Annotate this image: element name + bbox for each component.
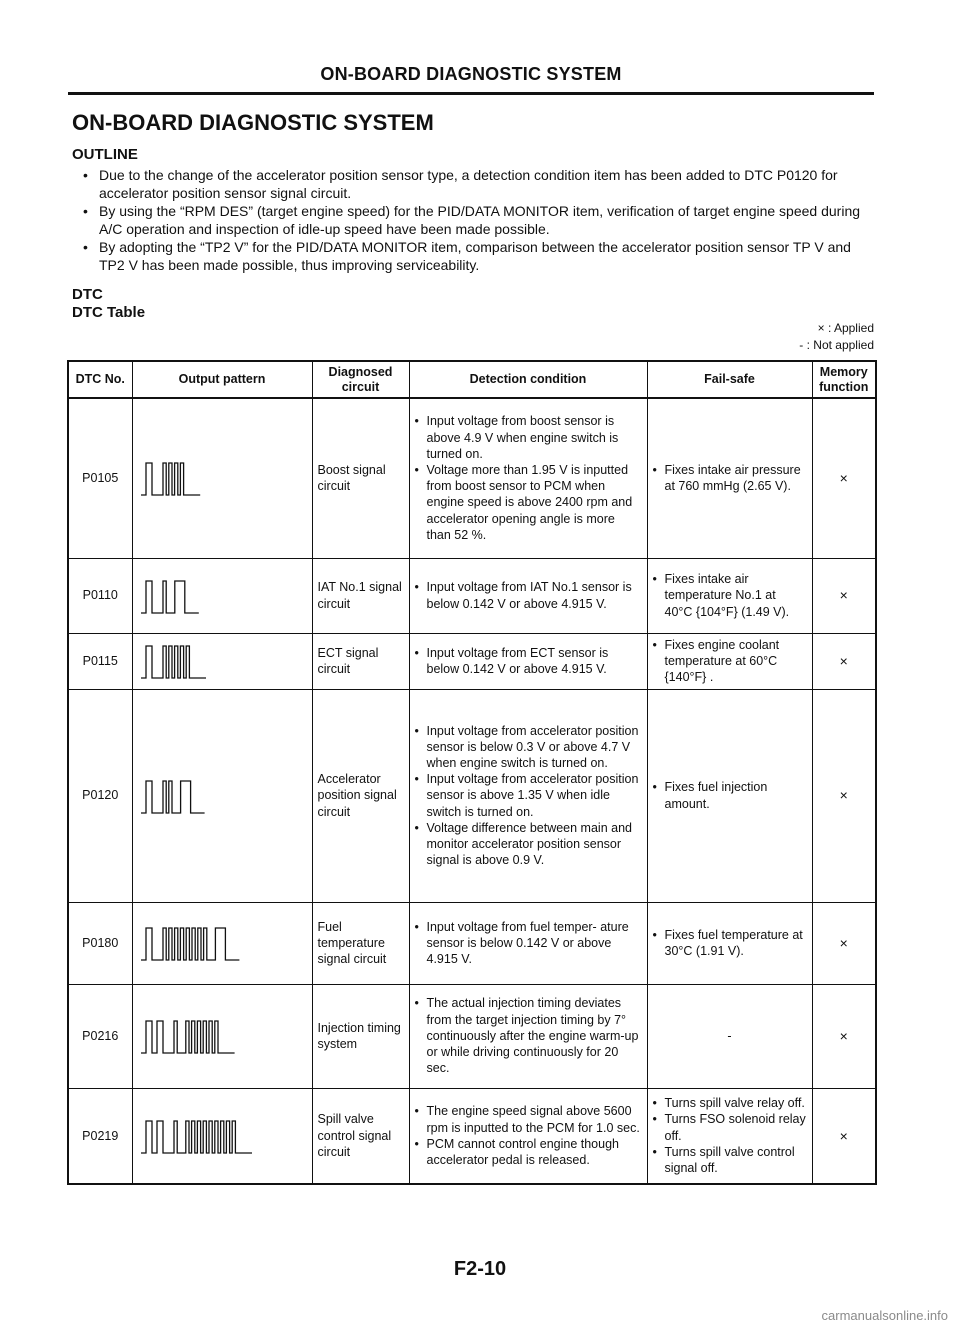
memory-function-mark: × — [812, 1088, 876, 1184]
table-row — [68, 633, 876, 689]
legend-applied: × : Applied — [817, 321, 874, 335]
outline-bullet: • Due to the change of the accelerator position sensor type, a detection condition item has been added to DTC P0120 for accelerator position sensor signal circuit. — [72, 166, 880, 202]
col-header-diagnosed-circuit: Diagnosed circuit — [312, 361, 409, 398]
detection-item: • Input voltage from boost sensor is above 4.9 V when engine switch is turned on. — [415, 413, 642, 462]
table-row — [68, 398, 876, 558]
diagnosed-circuit: Injection timing system — [312, 984, 409, 1088]
detection-condition — [409, 1088, 647, 1184]
pulse-train — [141, 646, 206, 678]
output-pattern-cell — [132, 558, 312, 633]
fail-safe — [647, 902, 812, 984]
output-pattern-waveform — [138, 1116, 306, 1156]
col-header-memory-function: Memory function — [812, 361, 876, 398]
detection-item: • Input voltage from ECT sensor is below 0.142 V or above 4.915 V. — [415, 645, 642, 677]
fail-safe-item: • Turns FSO solenoid relay off. — [653, 1111, 807, 1143]
diagnosed-circuit: Boost signal circuit — [312, 398, 409, 558]
diagnosed-circuit: Accelerator position signal circuit — [312, 689, 409, 902]
legend — [799, 320, 874, 354]
output-pattern-cell — [132, 902, 312, 984]
diagnosed-circuit: IAT No.1 signal circuit — [312, 558, 409, 633]
diagnosed-circuit: Spill valve control signal circuit — [312, 1088, 409, 1184]
detection-condition — [409, 902, 647, 984]
fail-safe — [647, 689, 812, 902]
page-title: ON-BOARD DIAGNOSTIC SYSTEM — [72, 110, 434, 135]
output-pattern-cell — [132, 633, 312, 689]
outline-bullet: • By adopting the “TP2 V” for the PID/DATA MONITOR item, comparison between the accelerator position sensor TP V and TP2 V has been made possible, thus improving serviceability. — [72, 238, 880, 274]
fail-safe — [647, 558, 812, 633]
pulse-train — [141, 1021, 235, 1053]
col-header-output-pattern: Output pattern — [132, 361, 312, 398]
dtc-heading: DTC — [72, 286, 103, 303]
detection-item: • Input voltage from IAT No.1 sensor is below 0.142 V or above 4.915 V. — [415, 579, 642, 611]
dtc-code: P0105 — [68, 398, 132, 558]
outline-bullet: • By using the “RPM DES” (target engine speed) for the PID/DATA MONITOR item, verification of target engine speed during A/C operation and inspection of idle-up speed have been made possible. — [72, 202, 880, 238]
output-pattern-cell — [132, 689, 312, 902]
detection-condition — [409, 633, 647, 689]
output-pattern-waveform — [138, 576, 306, 616]
dtc-code: P0216 — [68, 984, 132, 1088]
col-header-detection-condition: Detection condition — [409, 361, 647, 398]
output-pattern-cell — [132, 984, 312, 1088]
output-pattern-cell — [132, 1088, 312, 1184]
memory-function-mark: × — [812, 633, 876, 689]
dtc-table — [67, 360, 877, 1185]
memory-function-mark: × — [812, 398, 876, 558]
table-row — [68, 558, 876, 633]
page-number: F2-10 — [453, 1258, 507, 1280]
running-header-title: ON-BOARD DIAGNOSTIC SYSTEM — [320, 64, 622, 84]
dtc-table-heading: DTC Table — [72, 304, 146, 321]
table-row — [68, 1088, 876, 1184]
fail-safe-item: • Fixes fuel temperature at 30°C (1.91 V). — [653, 927, 807, 959]
detection-condition — [409, 689, 647, 902]
output-pattern-waveform — [138, 458, 306, 498]
output-pattern-waveform — [138, 641, 306, 681]
detection-item: • Input voltage from fuel temper- ature sensor is below 0.142 V or above 4.915 V. — [415, 919, 642, 968]
col-header-fail-safe: Fail-safe — [647, 361, 812, 398]
detection-item: • PCM cannot control engine though accelerator pedal is released. — [415, 1136, 642, 1168]
dtc-heading-block — [72, 286, 145, 322]
dtc-code: P0219 — [68, 1088, 132, 1184]
dtc-code: P0120 — [68, 689, 132, 902]
output-pattern-cell — [132, 398, 312, 558]
fail-safe — [647, 633, 812, 689]
memory-function-mark: × — [812, 558, 876, 633]
dtc-code: P0110 — [68, 558, 132, 633]
dtc-table-header-row — [68, 361, 876, 398]
detection-item: • Voltage more than 1.95 V is inputted from boost sensor to PCM when engine speed is above 2400 rpm and accelerator opening angle is more than 52 %. — [415, 462, 642, 543]
detection-item: • Input voltage from accelerator position sensor is below 0.3 V or above 4.7 V when engine switch is turned on. — [415, 723, 642, 772]
detection-item: • Input voltage from accelerator position sensor is above 1.35 V when idle switch is turned on. — [415, 771, 642, 820]
output-pattern-waveform — [138, 923, 306, 963]
fail-safe-item: • Turns spill valve relay off. — [653, 1095, 807, 1111]
table-row — [68, 689, 876, 902]
watermark: carmanualsonline.info — [821, 1308, 948, 1323]
fail-safe-not-applied: - — [647, 984, 812, 1088]
memory-function-mark: × — [812, 902, 876, 984]
table-row — [68, 902, 876, 984]
detection-item: • The actual injection timing deviates from the target injection timing by 7° continuously after the engine warm-up or while driving continuously for 20 sec. — [415, 995, 642, 1076]
fail-safe-item: • Turns spill valve control signal off. — [653, 1144, 807, 1176]
header-rule — [68, 92, 874, 95]
diagnosed-circuit: Fuel temperature signal circuit — [312, 902, 409, 984]
col-header-dtc-no: DTC No. — [68, 361, 132, 398]
diagnosed-circuit: ECT signal circuit — [312, 633, 409, 689]
output-pattern-waveform — [138, 776, 306, 816]
detection-condition — [409, 984, 647, 1088]
pulse-train — [141, 928, 239, 960]
pulse-train — [141, 463, 200, 495]
fail-safe-item: • Fixes intake air pressure at 760 mmHg (2.65 V). — [653, 462, 807, 494]
pulse-train — [141, 1121, 252, 1153]
memory-function-mark: × — [812, 689, 876, 902]
table-row — [68, 984, 876, 1088]
fail-safe — [647, 1088, 812, 1184]
dtc-code: P0115 — [68, 633, 132, 689]
detection-condition — [409, 398, 647, 558]
detection-item: • Voltage difference between main and monitor accelerator position sensor signal is above 0.9 V. — [415, 820, 642, 869]
fail-safe-item: • Fixes engine coolant temperature at 60°C {140°F} . — [653, 637, 807, 686]
outline-list — [72, 166, 880, 274]
pulse-train — [141, 581, 199, 613]
detection-condition — [409, 558, 647, 633]
legend-not-applied: - : Not applied — [799, 338, 874, 352]
memory-function-mark: × — [812, 984, 876, 1088]
fail-safe — [647, 398, 812, 558]
fail-safe-item: • Fixes intake air temperature No.1 at 40°C {104°F} (1.49 V). — [653, 571, 807, 620]
dtc-code: P0180 — [68, 902, 132, 984]
detection-item: • The engine speed signal above 5600 rpm is inputted to the PCM for 1.0 sec. — [415, 1103, 642, 1135]
fail-safe-item: • Fixes fuel injection amount. — [653, 779, 807, 811]
outline-heading: OUTLINE — [72, 146, 138, 163]
pulse-train — [141, 781, 205, 813]
output-pattern-waveform — [138, 1016, 306, 1056]
